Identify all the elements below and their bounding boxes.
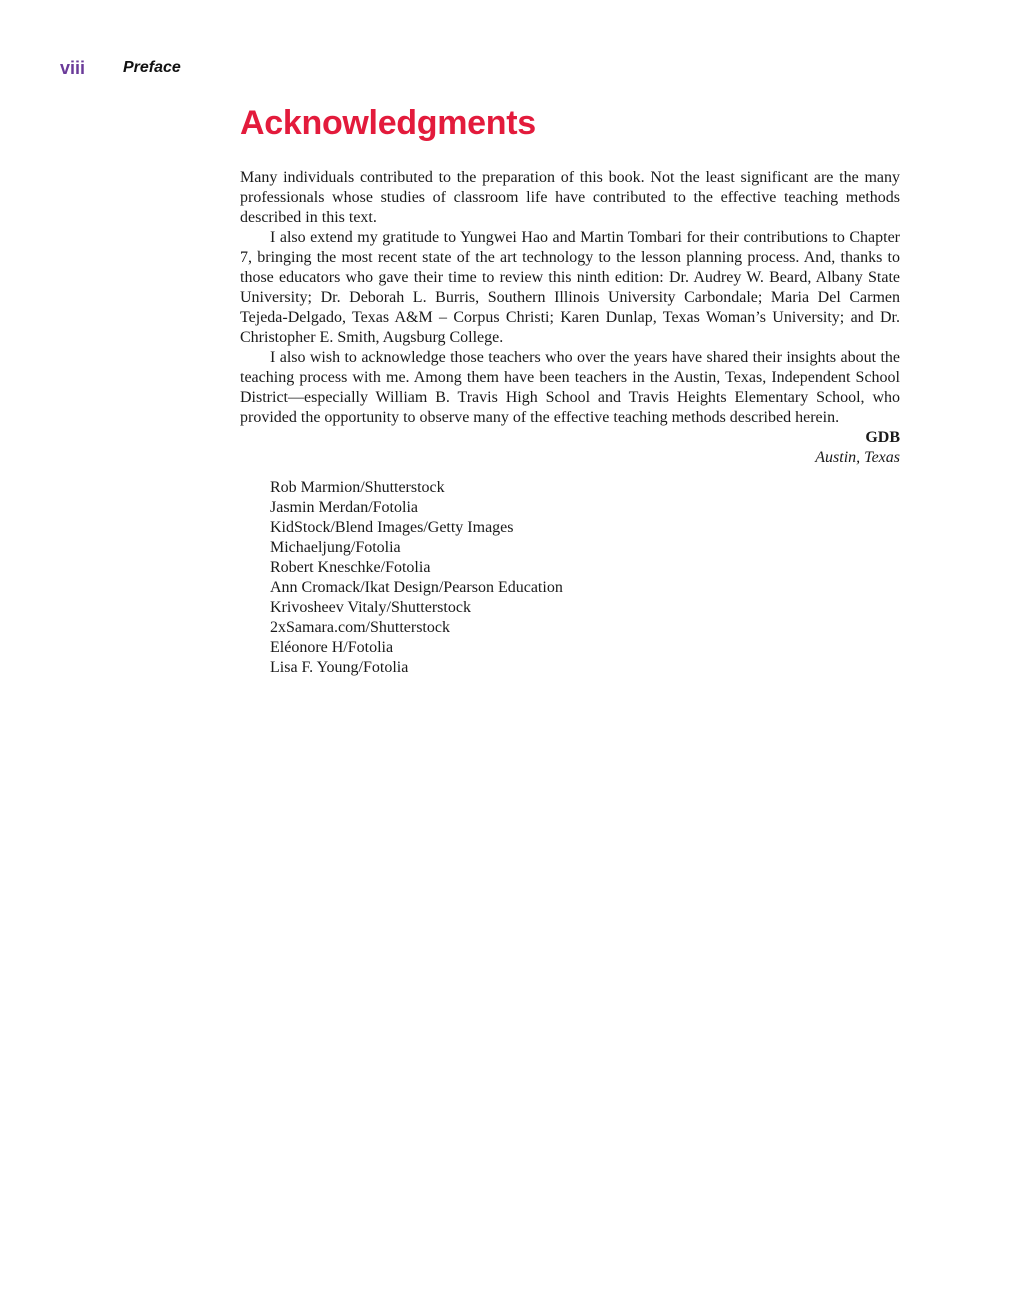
paragraph-3: I also wish to acknowledge those teachers who over the years have shared their insights about the teaching process with me. Among them have been teachers in the Austin, Texas, Independent School District—especially William B. Travis High School and Travis Heights Elementary School, who provided the opportunity to observe many of the effective teaching methods described herein.: [240, 349, 900, 426]
paragraph-1: Many individuals contributed to the preparation of this book. Not the least significant are the many professionals whose studies of classroom life have contributed to the effective teaching methods described in this text.: [240, 169, 900, 226]
credit-item: Rob Marmion/Shutterstock: [270, 479, 445, 496]
page-number: viii: [60, 57, 86, 78]
credit-item: Krivosheev Vitaly/Shutterstock: [270, 599, 471, 616]
running-head: [60, 56, 181, 80]
photo-credits-list: [270, 478, 900, 678]
signature-initials: GDB: [865, 429, 900, 446]
page-title: Acknowledgments: [240, 104, 536, 142]
credit-item: Ann Cromack/Ikat Design/Pearson Education: [270, 579, 563, 596]
paragraph-2: I also extend my gratitude to Yungwei Hao and Martin Tombari for their contributions to Chapter 7, bringing the most recent state of the art technology to the lesson planning process. And, thanks to those educators who gave their time to review this ninth edition: Dr. Audrey W. Beard, Albany State University; Dr. Deborah L. Burris, Southern Illinois University Carbondale; Maria Del Carmen Tejeda-Delgado, Texas A&M – Corpus Christi; Karen Dunlap, Texas Woman’s University; and Dr. Christopher E. Smith, Augsburg College.: [240, 229, 900, 346]
credit-item: Robert Kneschke/Fotolia: [270, 559, 431, 576]
credit-item: Michaeljung/Fotolia: [270, 539, 401, 556]
credit-item: KidStock/Blend Images/Getty Images: [270, 519, 514, 536]
credit-item: 2xSamara.com/Shutterstock: [270, 619, 450, 636]
signature-place: Austin, Texas: [815, 449, 900, 466]
credit-item: Jasmin Merdan/Fotolia: [270, 499, 418, 516]
credit-item: Eléonore H/Fotolia: [270, 639, 394, 656]
section-name: Preface: [123, 59, 181, 76]
credit-item: Lisa F. Young/Fotolia: [270, 659, 409, 676]
page-content: [240, 100, 900, 678]
